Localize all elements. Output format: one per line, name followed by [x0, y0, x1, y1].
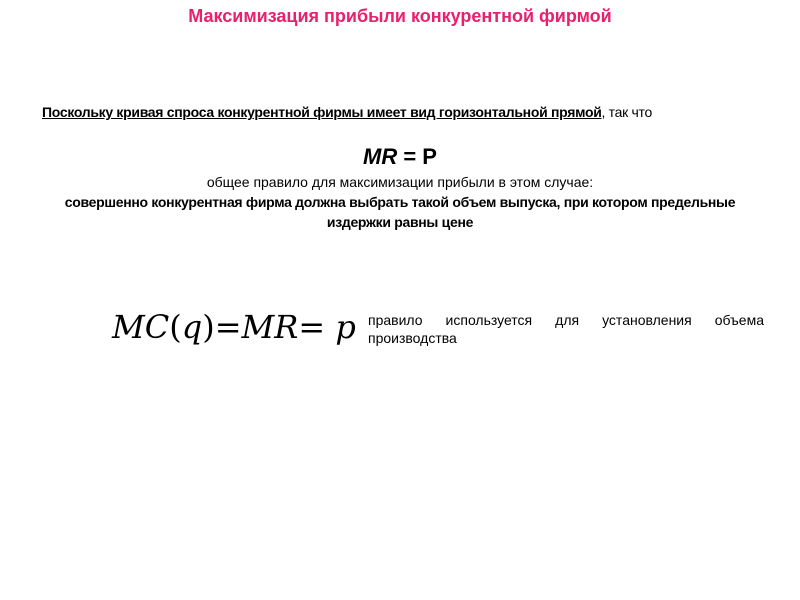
formula-mr: MR	[241, 308, 299, 346]
profit-max-formula	[112, 303, 356, 351]
mr-equals-p	[0, 144, 800, 170]
formula-mc: MC	[112, 308, 170, 346]
slide-title: Максимизация прибыли конкурентной фирмой	[188, 6, 612, 26]
formula-equals-1: =	[214, 308, 242, 346]
equals-p: = P	[397, 144, 437, 169]
formula-close-paren: )	[202, 308, 215, 346]
formula-line	[111, 308, 356, 346]
formula-p: p	[335, 308, 356, 346]
formula-q: q	[181, 308, 203, 346]
formula-equals-2: =	[298, 308, 336, 346]
intro-emphasis: Поскольку кривая спроса конкурентной фирмы имеет вид горизонтальной прямой	[42, 104, 602, 120]
rule-note-text: правило используется для установления объема производства	[368, 312, 764, 346]
intro-sentence	[42, 104, 782, 120]
formula-open-paren: (	[169, 308, 182, 346]
mr-symbol: MR	[363, 144, 398, 169]
intro-tail: , так что	[601, 104, 652, 120]
general-rule-text: общее правило для максимизации прибыли в этом случае:	[206, 174, 594, 190]
conclusion-text: совершенно конкурентная фирма должна выбрать такой объем выпуска, при котором предельные издержки равны цене	[64, 194, 736, 230]
